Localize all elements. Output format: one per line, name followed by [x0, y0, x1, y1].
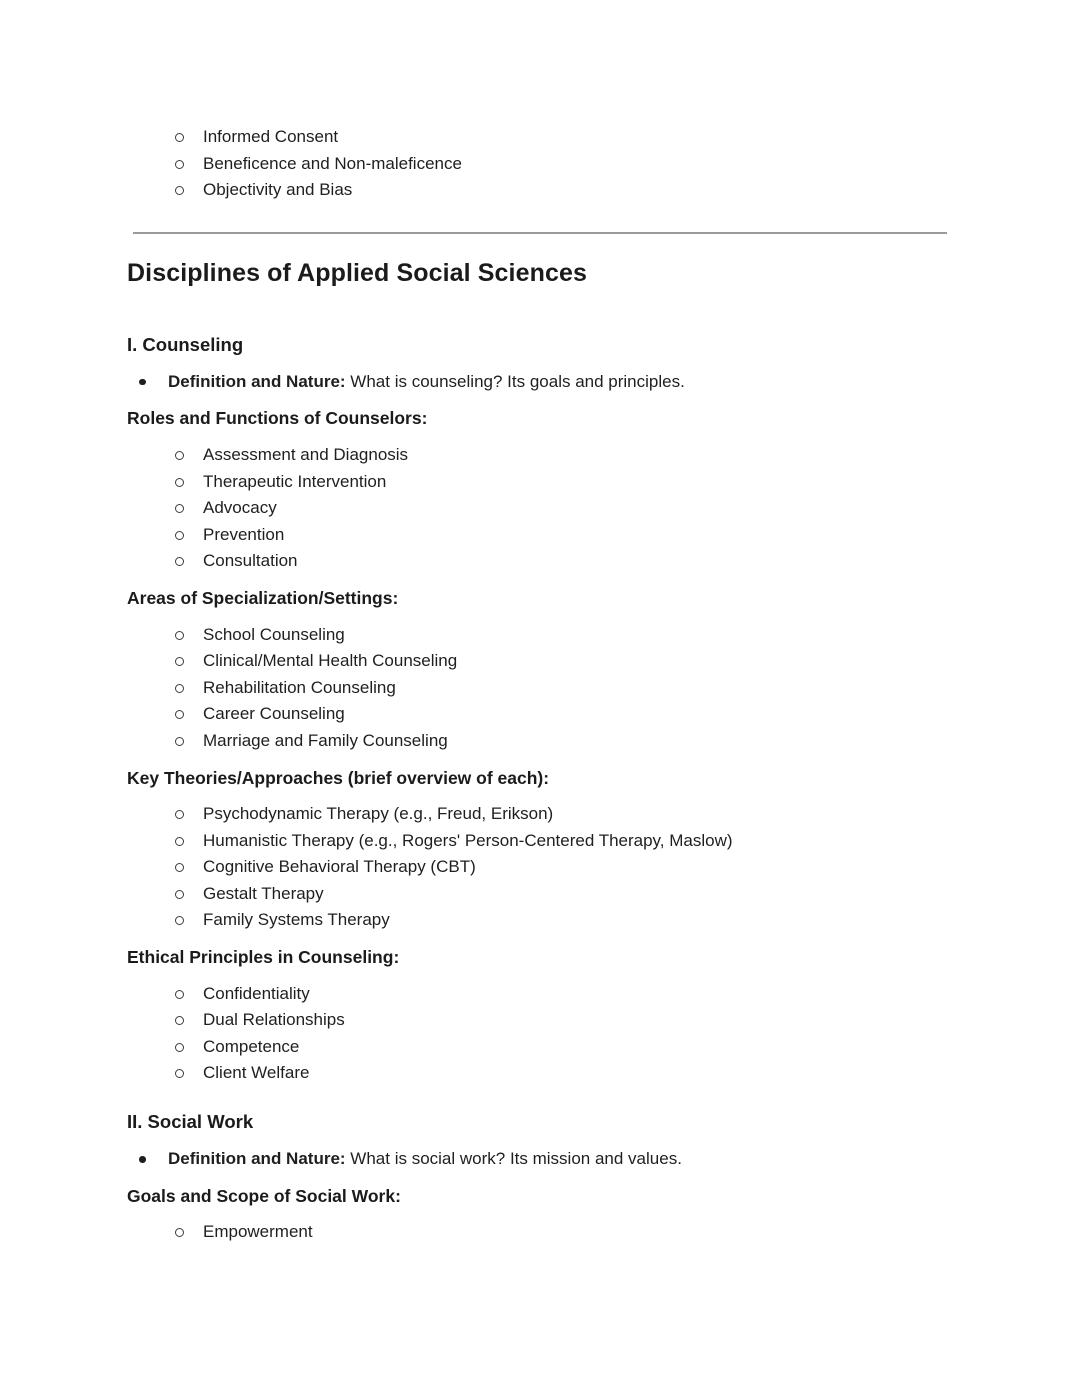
- list-item-text: Marriage and Family Counseling: [203, 730, 448, 750]
- theories-heading: Key Theories/Approaches (brief overview of each):: [127, 767, 550, 788]
- circle-bullet-icon: [175, 531, 184, 540]
- list-item-text: Dual Relationships: [203, 1010, 345, 1030]
- list-item: [127, 548, 947, 575]
- list-item-text: Assessment and Diagnosis: [203, 444, 409, 464]
- list-item: [127, 701, 947, 728]
- list-item-text: Advocacy: [203, 498, 277, 518]
- list-item: [127, 675, 947, 702]
- circle-bullet-icon: [175, 1016, 184, 1025]
- counseling-definition-list: [127, 369, 947, 396]
- circle-bullet-icon: [175, 1228, 184, 1237]
- circle-bullet-icon: [175, 1043, 184, 1052]
- list-item: [127, 648, 947, 675]
- roles-heading: Roles and Functions of Counselors:: [127, 408, 428, 429]
- roles-list: [127, 442, 947, 575]
- list-item: [127, 907, 947, 934]
- circle-bullet-icon: [175, 478, 184, 487]
- list-item-text: Competence: [203, 1036, 300, 1056]
- areas-heading: Areas of Specialization/Settings:: [127, 587, 399, 608]
- circle-bullet-icon: [175, 684, 184, 693]
- circle-bullet-icon: [175, 160, 184, 169]
- list-item: [127, 801, 947, 828]
- list-item: [127, 981, 947, 1008]
- list-item: [127, 854, 947, 881]
- list-item-text: Psychodynamic Therapy (e.g., Freud, Erikson): [203, 804, 554, 824]
- list-item-text: Clinical/Mental Health Counseling: [203, 651, 458, 671]
- circle-bullet-icon: [175, 557, 184, 566]
- ethics-top-list: [127, 124, 947, 204]
- goals-list: [127, 1219, 947, 1246]
- list-item: [127, 1219, 947, 1246]
- list-item: [127, 151, 947, 178]
- social-work-definition-list: [127, 1146, 947, 1173]
- list-item-text: Rehabilitation Counseling: [203, 677, 396, 697]
- circle-bullet-icon: [175, 810, 184, 819]
- definition-text: What is counseling? Its goals and principles.: [350, 371, 685, 391]
- circle-bullet-icon: [175, 990, 184, 999]
- circle-bullet-icon: [175, 916, 184, 925]
- list-item: [127, 881, 947, 908]
- list-item-text: School Counseling: [203, 624, 345, 644]
- list-item-text: Cognitive Behavioral Therapy (CBT): [203, 857, 476, 877]
- circle-bullet-icon: [175, 186, 184, 195]
- circle-bullet-icon: [175, 451, 184, 460]
- circle-bullet-icon: [175, 837, 184, 846]
- circle-bullet-icon: [175, 890, 184, 899]
- list-item: [127, 469, 947, 496]
- list-item: [127, 1060, 947, 1087]
- list-item: [127, 1034, 947, 1061]
- list-item: [127, 522, 947, 549]
- list-item: [127, 728, 947, 755]
- section-heading-counseling: I. Counseling: [127, 333, 244, 355]
- section-divider: [133, 232, 947, 234]
- circle-bullet-icon: [175, 504, 184, 513]
- list-item-text: Career Counseling: [203, 704, 345, 724]
- areas-list: [127, 622, 947, 755]
- definition-item: [127, 369, 947, 396]
- list-item: [127, 828, 947, 855]
- circle-bullet-icon: [175, 631, 184, 640]
- list-item-text: Gestalt Therapy: [203, 883, 324, 903]
- list-item: [127, 177, 947, 204]
- list-item: [127, 124, 947, 151]
- definition-item: [127, 1146, 947, 1173]
- circle-bullet-icon: [175, 863, 184, 872]
- disc-bullet-icon: [139, 1156, 146, 1163]
- list-item-text: Objectivity and Bias: [203, 180, 353, 200]
- list-item-text: Family Systems Therapy: [203, 910, 390, 930]
- section-heading-social-work: II. Social Work: [127, 1111, 254, 1133]
- list-item-text: Prevention: [203, 524, 285, 544]
- list-item: [127, 1007, 947, 1034]
- theories-list: [127, 801, 947, 934]
- definition-label: Definition and Nature:: [168, 371, 346, 391]
- list-item-text: Beneficence and Non-maleficence: [203, 153, 462, 173]
- list-item-text: Empowerment: [203, 1222, 313, 1242]
- circle-bullet-icon: [175, 1069, 184, 1078]
- definition-text: What is social work? Its mission and values.: [350, 1149, 682, 1169]
- list-item: [127, 495, 947, 522]
- list-item-text: Informed Consent: [203, 127, 339, 146]
- list-item: [127, 442, 947, 469]
- list-item: [127, 622, 947, 649]
- list-item-text: Client Welfare: [203, 1063, 310, 1083]
- goals-heading: Goals and Scope of Social Work:: [127, 1185, 401, 1206]
- definition-label: Definition and Nature:: [168, 1149, 346, 1169]
- circle-bullet-icon: [175, 657, 184, 666]
- ethics-list: [127, 981, 947, 1087]
- ethics-heading: Ethical Principles in Counseling:: [127, 947, 400, 968]
- list-item-text: Therapeutic Intervention: [203, 471, 387, 491]
- circle-bullet-icon: [175, 710, 184, 719]
- list-item-text: Humanistic Therapy (e.g., Rogers' Person-Centered Therapy, Maslow): [203, 830, 733, 850]
- circle-bullet-icon: [175, 737, 184, 746]
- circle-bullet-icon: [175, 133, 184, 142]
- disc-bullet-icon: [139, 379, 146, 386]
- list-item-text: Confidentiality: [203, 983, 310, 1003]
- list-item-text: Consultation: [203, 551, 298, 571]
- page-title: Disciplines of Applied Social Sciences: [127, 258, 587, 287]
